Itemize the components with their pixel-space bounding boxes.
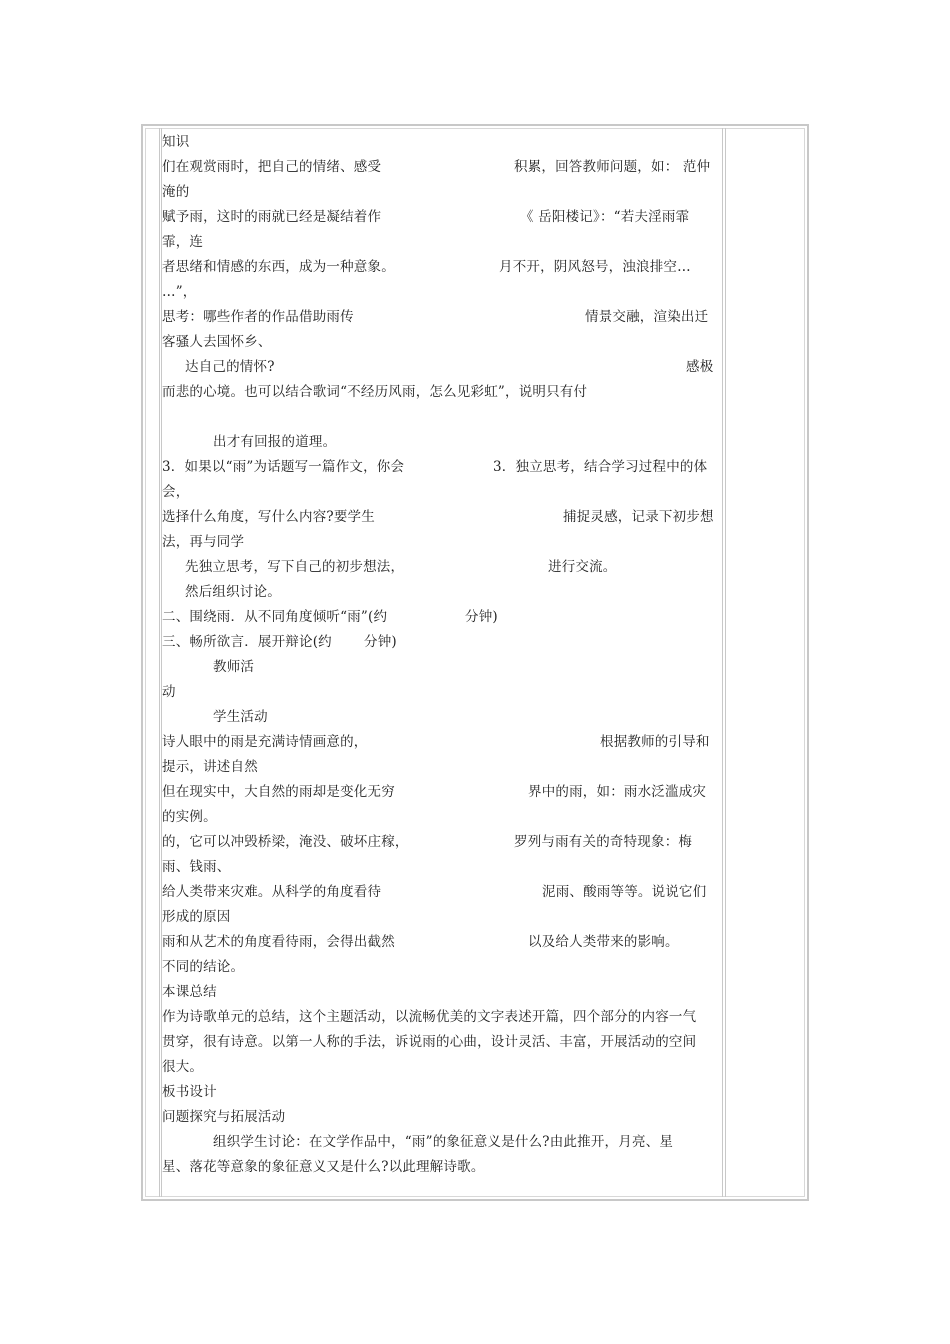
text-line: 3．独立思考，结合学习过程中的体 — [493, 459, 708, 475]
text-line: 3．如果以“雨”为话题写一篇作文，你会 — [162, 459, 405, 475]
text-line: 积累，回答教师问题，如： 范仲 — [514, 159, 711, 175]
text-line: 然后组织讨论。 — [185, 584, 281, 600]
text-line: 不同的结论。 — [162, 959, 245, 975]
text-line: 先独立思考，写下自己的初步想法， — [185, 559, 405, 575]
text-line: 感极 — [686, 359, 714, 375]
section-heading: 二、围绕雨．从不同角度倾听“雨”(约 — [162, 609, 388, 625]
text-line: 月不开，阴风怒号，浊浪排空… — [499, 259, 691, 275]
text-line: 霏，连 — [162, 234, 204, 250]
text-line: 根据教师的引导和 — [600, 734, 710, 750]
text-line: 星、落花等意象的象征意义又是什么?以此理解诗歌。 — [162, 1159, 485, 1175]
text-line: 捕捉灵感，记录下初步想 — [563, 509, 714, 525]
text-line: 们在观赏雨时，把自己的情绪、感受 — [162, 159, 382, 175]
text-line: 组织学生讨论：在文学作品中，“雨”的象征意义是什么?由此推开，月亮、星 — [213, 1134, 674, 1150]
section-heading: 问题探究与拓展活动 — [162, 1109, 286, 1125]
text-line: 分钟) — [364, 634, 397, 650]
text-line: 赋予雨，这时的雨就已经是凝结着作 — [162, 209, 382, 225]
text-line: 的，它可以冲毁桥梁，淹没、破坏庄稼， — [162, 834, 409, 850]
text-line: 情景交融，渲染出迁 — [585, 309, 709, 325]
text-line: 很大。 — [162, 1059, 204, 1075]
text-line: 会， — [162, 484, 190, 500]
text-line: 选择什么角度，写什么内容?要学生 — [162, 509, 375, 525]
text-line: 的实例。 — [162, 809, 217, 825]
column-header-teacher: 动 — [162, 684, 176, 700]
text-line: 出才有回报的道理。 — [213, 434, 337, 450]
text-line: 提示，讲述自然 — [162, 759, 258, 775]
text-line: 法，再与同学 — [162, 534, 245, 550]
text-line: 罗列与雨有关的奇特现象：梅 — [514, 834, 693, 850]
text-line: 达自己的情怀? — [185, 359, 275, 375]
right-column-divider-inner — [725, 128, 726, 1197]
text-line: 而悲的心境。也可以结合歌词“不经历风雨，怎么见彩虹”，说明只有付 — [162, 384, 588, 400]
column-header-student: 学生活动 — [213, 709, 268, 725]
text-line: 分钟) — [465, 609, 498, 625]
right-column-divider — [722, 128, 723, 1197]
text-line: 淹的 — [162, 184, 190, 200]
text-line: 界中的雨，如：雨水泛滥成灾 — [528, 784, 707, 800]
text-line: 给人类带来灾难。从科学的角度看待 — [162, 884, 382, 900]
section-heading: 本课总结 — [162, 984, 217, 1000]
text-line: 进行交流。 — [548, 559, 617, 575]
text-line: 者思绪和情感的东西，成为一种意象。 — [162, 259, 395, 275]
text-line: 思考：哪些作者的作品借助雨传 — [162, 309, 354, 325]
text-line: 以及给人类带来的影响。 — [528, 934, 679, 950]
text-line: 贯穿，很有诗意。以第一人称的手法，诉说雨的心曲，设计灵活、丰富，开展活动的空间 — [162, 1034, 697, 1050]
text-line: 《 岳阳楼记》：“若夫淫雨霏 — [520, 209, 690, 225]
text-line: 雨、钱雨、 — [162, 859, 231, 875]
left-column-divider — [159, 128, 160, 1197]
text-line: 客骚人去国怀乡、 — [162, 334, 272, 350]
text-line: 诗人眼中的雨是充满诗情画意的， — [162, 734, 368, 750]
section-heading: 三、畅所欲言．展开辩论(约 — [162, 634, 332, 650]
text-line: 雨和从艺术的角度看待雨，会得出截然 — [162, 934, 395, 950]
text-line: 泥雨、酸雨等等。说说它们 — [542, 884, 707, 900]
text-line: …”， — [162, 284, 197, 300]
section-heading: 板书设计 — [162, 1084, 217, 1100]
column-header-teacher: 教师活 — [213, 659, 255, 675]
text-line: 但在现实中，大自然的雨却是变化无穷 — [162, 784, 395, 800]
text-line: 知识 — [162, 134, 190, 150]
text-line: 形成的原因 — [162, 909, 231, 925]
text-line: 作为诗歌单元的总结，这个主题活动，以流畅优美的文字表述开篇，四个部分的内容一气 — [162, 1009, 697, 1025]
